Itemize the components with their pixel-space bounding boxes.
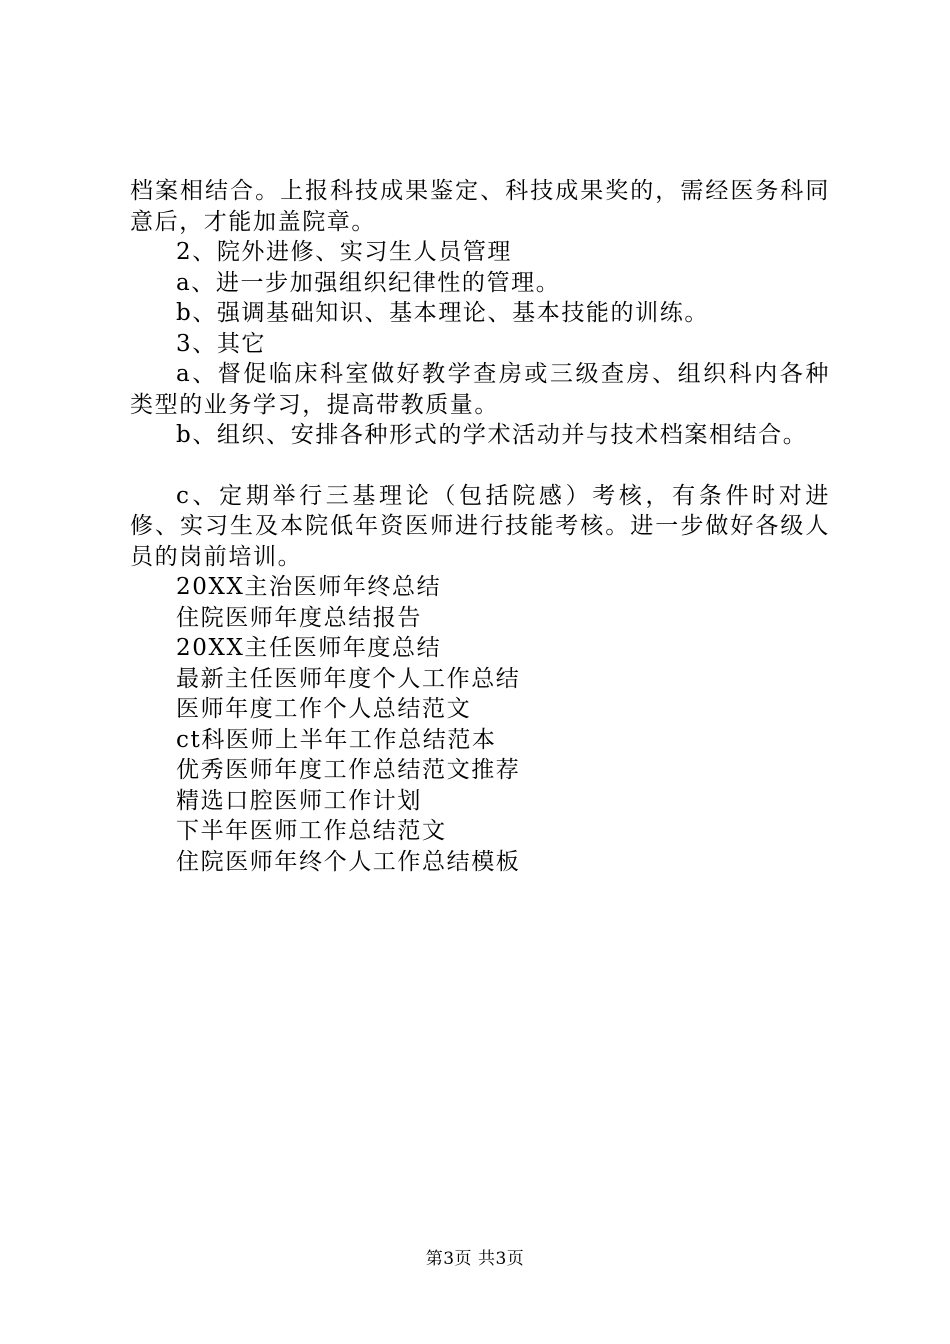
paragraph-item: b、强调基础知识、基本理论、基本技能的训练。 [176,300,709,326]
related-link[interactable]: 医师年度工作个人总结范文 [176,696,472,722]
section-heading-trainees: 2、院外进修、实习生人员管理 [176,239,513,265]
paragraph-item: a、进一步加强组织纪律性的管理。 [176,269,561,296]
paragraph-item: c、定期举行三基理论（包括院感）考核，有条件时对进修、实习生及本院低年资医师进行技能考核。进一步做好各级人员的岗前培训。 [130,482,830,570]
paragraph-spacer [130,451,830,481]
page-number-footer: 第3页 共3页 [425,1249,525,1269]
paragraph-item: b、组织、安排各种形式的学术活动并与技术档案相结合。 [176,422,808,448]
related-link[interactable]: 住院医师年终个人工作总结模板 [176,848,521,875]
document-body [130,176,830,877]
related-link[interactable]: ct科医师上半年工作总结范本 [176,726,497,753]
related-link[interactable]: 优秀医师年度工作总结范文推荐 [176,757,521,783]
paragraph-item: a、督促临床科室做好教学查房或三级查房、组织科内各种类型的业务学习，提高带教质量。 [130,361,830,418]
related-link[interactable]: 精选口腔医师工作计划 [176,787,422,814]
section-heading-other: 3、其它 [176,330,267,357]
related-links-list [130,572,830,877]
related-link[interactable]: 20XX主治医师年终总结 [176,574,442,600]
related-link[interactable]: 住院医师年度总结报告 [176,604,422,631]
related-link[interactable]: 下半年医师工作总结范文 [176,818,447,844]
paragraph-continuation: 档案相结合。上报科技成果鉴定、科技成果奖的，需经医务科同意后，才能加盖院章。 [130,178,830,235]
related-link[interactable]: 20XX主任医师年度总结 [176,635,442,661]
related-link[interactable]: 最新主任医师年度个人工作总结 [176,665,521,692]
